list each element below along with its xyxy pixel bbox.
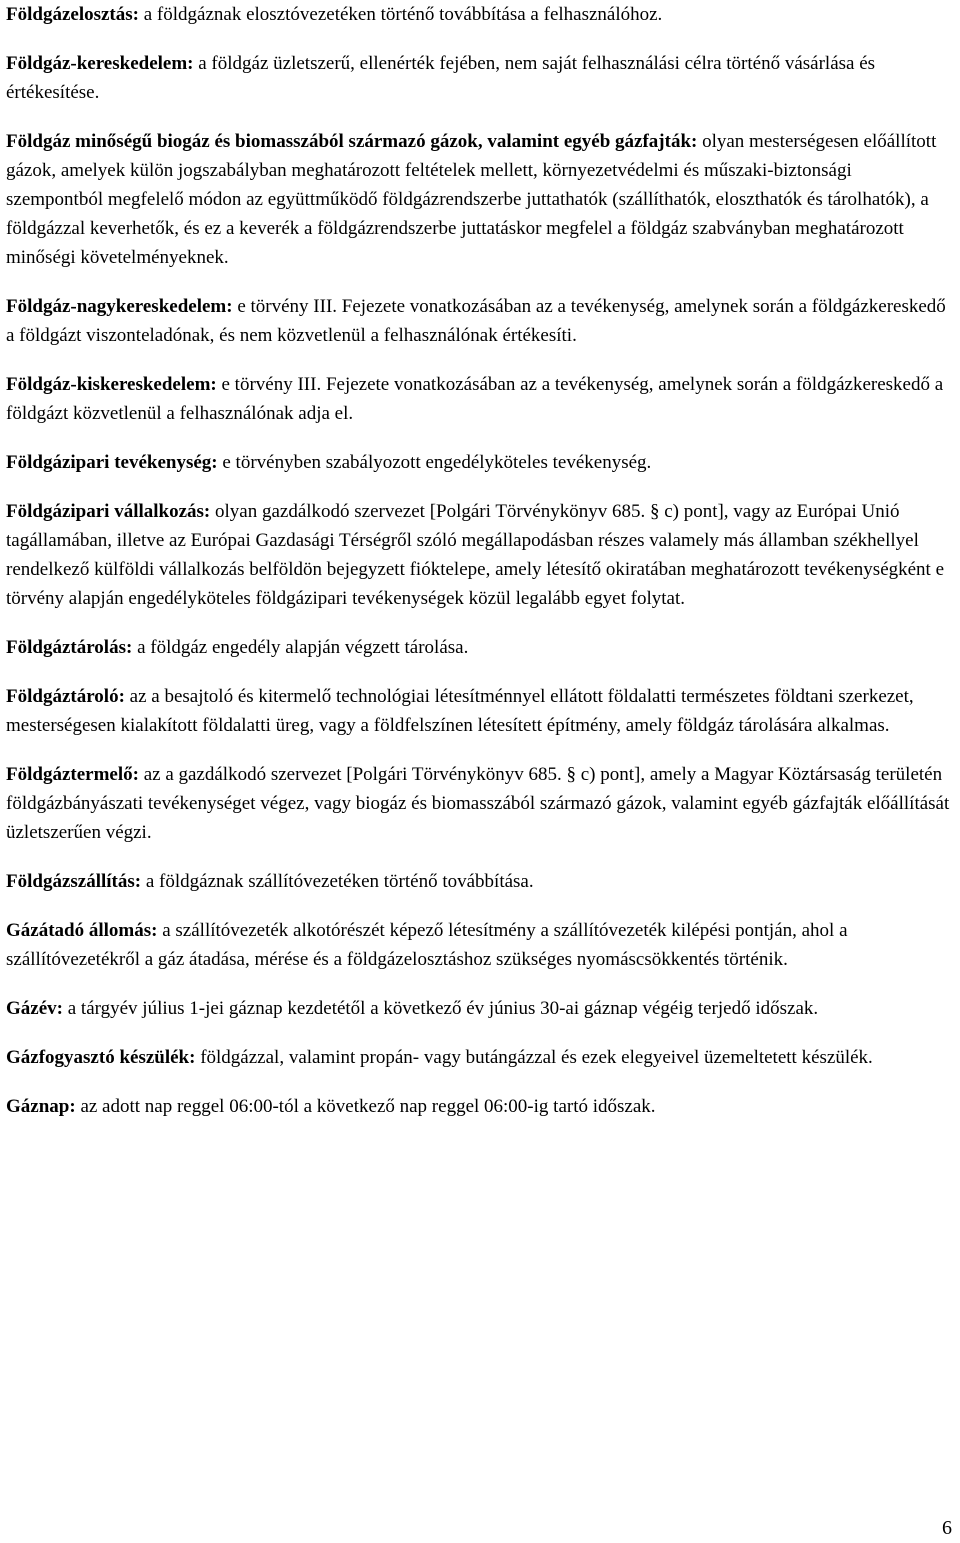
definition-text: e törvény III. Fejezete vonatkozásában az a tevékenység, amelynek során a földgázkereskedő a földgázt viszonteladónak, és nem közvetlenül a felhasználónak értékesíti. xyxy=(6,296,946,346)
definition-entry xyxy=(6,1043,950,1072)
definition-text: a földgáz üzletszerű, ellenérték fejében, nem saját felhasználási célra történő vásárlása és értékesítése. xyxy=(6,53,876,103)
definition-term: Gáznap: xyxy=(6,1096,76,1117)
page-number: 6 xyxy=(942,1517,952,1539)
definition-term: Földgáz minőségű biogáz és biomasszából származó gázok, valamint egyéb gázfajták: xyxy=(6,131,698,152)
definition-text: az adott nap reggel 06:00-tól a következő nap reggel 06:00-ig tartó időszak. xyxy=(75,1096,656,1117)
definition-term: Földgáztermelő: xyxy=(6,764,139,785)
definition-entry xyxy=(6,867,950,896)
definition-text: olyan gazdálkodó szervezet [Polgári Törvénykönyv 685. § c) pont], vagy az Európai Unió tagállamában, illetve az Európai Gazdasági Térségről szóló megállapodásban részes valamely más államban székhellyel rendelkező külföldi vállalkozás belföldön bejegyzett fióktelepe, amely létesítő okiratában meghatározott tevékenységként e törvény alapján engedélyköteles földgázipari tevékenységek közül legalább egyet folytat. xyxy=(6,501,945,609)
definition-entry xyxy=(6,127,950,272)
definition-term: Földgáz-kereskedelem: xyxy=(6,53,194,74)
definition-entry xyxy=(6,370,950,428)
definition-term: Gázfogyasztó készülék: xyxy=(6,1047,196,1068)
definition-text: a földgáz engedély alapján végzett tárolása. xyxy=(132,637,469,658)
definition-term: Földgáztárolás: xyxy=(6,637,133,658)
definition-text: e törvényben szabályozott engedélyköteles tevékenység. xyxy=(217,452,652,473)
definition-entry xyxy=(6,760,950,847)
definition-text: az a gazdálkodó szervezet [Polgári Törvénykönyv 685. § c) pont], amely a Magyar Köztársaság területén földgázbányászati tevékenységet végez, vagy biogáz és biomasszából származó gázok, valamint egyéb gázfajták előállítását üzletszerűen végzi. xyxy=(6,764,950,843)
definition-term: Földgázipari vállalkozás: xyxy=(6,501,211,522)
definition-entry xyxy=(6,497,950,613)
document-page xyxy=(6,0,950,1141)
definition-term: Földgázelosztás: xyxy=(6,4,139,25)
definition-term: Földgázszállítás: xyxy=(6,871,142,892)
definition-text: földgázzal, valamint propán- vagy butángázzal és ezek elegyeivel üzemeltetett készülék. xyxy=(195,1047,873,1068)
definition-entry xyxy=(6,292,950,350)
definition-entry xyxy=(6,916,950,974)
definition-term: Földgázipari tevékenység: xyxy=(6,452,218,473)
definition-term: Gázátadó állomás: xyxy=(6,920,158,941)
definition-entry xyxy=(6,633,950,662)
definition-text: a földgáznak szállítóvezetéken történő továbbítása. xyxy=(141,871,534,892)
definition-term: Gázév: xyxy=(6,998,63,1019)
definition-term: Földgáz-nagykereskedelem: xyxy=(6,296,233,317)
definition-entry xyxy=(6,49,950,107)
definition-text: a szállítóvezeték alkotórészét képező létesítmény a szállítóvezeték kilépési pontján, ahol a szállítóvezetékről a gáz átadása, mérése és a földgázelosztáshoz szükséges nyomáscsökkentés történik. xyxy=(6,920,848,970)
definition-entry xyxy=(6,0,950,29)
definition-term: Földgáztároló: xyxy=(6,686,125,707)
definition-text: a tárgyév július 1-jei gáznap kezdetétől a következő év június 30-ai gáznap végéig terjedő időszak. xyxy=(62,998,819,1019)
definition-text: az a besajtoló és kitermelő technológiai létesítménnyel ellátott földalatti természetes földtani szerkezet, mesterségesen kialakított földalatti üreg, vagy a földfelszínen létesített építmény, amely földgáz tárolására alkalmas. xyxy=(6,686,914,736)
definition-text: a földgáznak elosztóvezetéken történő továbbítása a felhasználóhoz. xyxy=(138,4,663,25)
definition-text: e törvény III. Fejezete vonatkozásában az a tevékenység, amelynek során a földgázkereskedő a földgázt közvetlenül a felhasználónak adja el. xyxy=(6,374,944,424)
definition-entry xyxy=(6,994,950,1023)
definition-entry xyxy=(6,448,950,477)
definition-text: olyan mesterségesen előállított gázok, amelyek külön jogszabályban meghatározott feltételek mellett, környezetvédelmi és műszaki-biztonsági szempontból megfelelő módon az együttműködő földgázrendszerbe juttathatók (szállíthatók, eloszthatók és tárolhatók), a földgázzal keverhetők, és ez a keverék a földgázrendszerbe juttatáskor megfelel a földgáz szabványban meghatározott minőségi követelményeknek. xyxy=(6,131,937,268)
definition-term: Földgáz-kiskereskedelem: xyxy=(6,374,217,395)
definition-entry xyxy=(6,682,950,740)
definition-entry xyxy=(6,1092,950,1121)
